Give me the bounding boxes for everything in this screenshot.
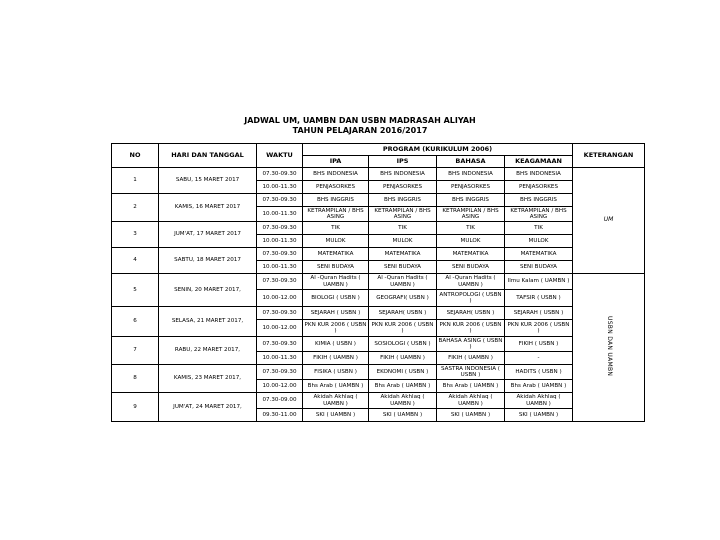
- ips-subject-cell: EKONOMI ( USBN ): [369, 365, 437, 380]
- ips-subject-cell: PENJASORKES: [369, 181, 437, 194]
- bahasa-subject-cell: MATEMATIKA: [437, 248, 505, 261]
- row-number: 5: [112, 274, 159, 307]
- ips-subject-cell: TIK: [369, 222, 437, 235]
- bahasa-subject-cell: Akidah Akhlaq ( UAMBN ): [437, 393, 505, 409]
- ips-subject-cell: BHS INGGRIS: [369, 194, 437, 207]
- time-cell: 07.30-09.30: [257, 222, 303, 235]
- bahasa-subject-cell: SASTRA INDONESIA ( USBN ): [437, 365, 505, 380]
- document-subtitle: TAHUN PELAJARAN 2016/2017: [292, 126, 428, 135]
- ipa-subject-cell: Bhs Arab ( UAMBN ): [303, 380, 369, 393]
- header-bahasa: BAHASA: [437, 156, 505, 168]
- row-number: 2: [112, 194, 159, 222]
- time-cell: 10.00-12.00: [257, 380, 303, 393]
- ipa-subject-cell: MULOK: [303, 235, 369, 248]
- header-keagamaan: KEAGAMAAN: [505, 156, 573, 168]
- time-cell: 10.00-12.00: [257, 290, 303, 307]
- ips-subject-cell: GEOGRAFI( USBN ): [369, 290, 437, 307]
- table-row: [112, 337, 645, 352]
- header-time: WAKTU: [257, 144, 303, 168]
- bahasa-subject-cell: Al -Quran Hadits ( UAMBN ): [437, 274, 505, 290]
- time-cell: 10.00-11.30: [257, 181, 303, 194]
- row-number: 4: [112, 248, 159, 274]
- ips-subject-cell: BHS INDONESIA: [369, 168, 437, 181]
- ipa-subject-cell: FIKIH ( UAMBN ): [303, 352, 369, 365]
- time-cell: 10.00-11.30: [257, 352, 303, 365]
- time-cell: 10.00-11.30: [257, 261, 303, 274]
- keagamaan-subject-cell: PENJASORKES: [505, 181, 573, 194]
- table-row: [112, 365, 645, 380]
- row-number: 1: [112, 168, 159, 194]
- day-date-cell: JUM'AT, 24 MARET 2017,: [159, 393, 257, 422]
- ips-subject-cell: FIKIH ( UAMBN ): [369, 352, 437, 365]
- ipa-subject-cell: SENI BUDAYA: [303, 261, 369, 274]
- time-cell: 10.00-12.00: [257, 320, 303, 337]
- ips-subject-cell: SOSIOLOGI ( USBN ): [369, 337, 437, 352]
- ipa-subject-cell: BHS INDONESIA: [303, 168, 369, 181]
- ipa-subject-cell: Al -Quran Hadits ( UAMBN ): [303, 274, 369, 290]
- ips-subject-cell: KETRAMPILAN / BHS ASING: [369, 207, 437, 222]
- day-date-cell: KAMIS, 16 MARET 2017: [159, 194, 257, 222]
- row-number: 8: [112, 365, 159, 393]
- note-um-cell: [573, 168, 645, 274]
- ipa-subject-cell: SEJARAH ( USBN ): [303, 307, 369, 320]
- ips-subject-cell: SENI BUDAYA: [369, 261, 437, 274]
- keagamaan-subject-cell: TAFSIR ( USBN ): [505, 290, 573, 307]
- header-note: KETERANGAN: [573, 144, 645, 168]
- keagamaan-subject-cell: FIKIH ( USBN ): [505, 337, 573, 352]
- bahasa-subject-cell: BHS INDONESIA: [437, 168, 505, 181]
- bahasa-subject-cell: PKN KUR 2006 ( USBN ): [437, 320, 505, 337]
- ipa-subject-cell: TIK: [303, 222, 369, 235]
- note-um-label: UM: [603, 216, 614, 224]
- table-row: [112, 168, 645, 181]
- time-cell: 07.30-09.30: [257, 365, 303, 380]
- keagamaan-subject-cell: SENI BUDAYA: [505, 261, 573, 274]
- day-date-cell: KAMIS, 23 MARET 2017,: [159, 365, 257, 393]
- ips-subject-cell: Bhs Arab ( UAMBN ): [369, 380, 437, 393]
- day-date-cell: SABU, 15 MARET 2017: [159, 168, 257, 194]
- keagamaan-subject-cell: MATEMATIKA: [505, 248, 573, 261]
- table-row: [112, 274, 645, 290]
- bahasa-subject-cell: Bhs Arab ( UAMBN ): [437, 380, 505, 393]
- ipa-subject-cell: MATEMATIKA: [303, 248, 369, 261]
- day-date-cell: SELASA, 21 MARET 2017,: [159, 307, 257, 337]
- ips-subject-cell: SEJARAH( USBN ): [369, 307, 437, 320]
- ips-subject-cell: PKN KUR 2006 ( USBN ): [369, 320, 437, 337]
- day-date-cell: SENIN, 20 MARET 2017,: [159, 274, 257, 307]
- bahasa-subject-cell: ANTROPOLOGI ( USBN ): [437, 290, 505, 307]
- note-usbn-cell: [573, 274, 645, 422]
- keagamaan-subject-cell: MULOK: [505, 235, 573, 248]
- row-number: 9: [112, 393, 159, 422]
- keagamaan-subject-cell: BHS INDONESIA: [505, 168, 573, 181]
- ipa-subject-cell: KETRAMPILAN / BHS ASING: [303, 207, 369, 222]
- header-no: NO: [112, 144, 159, 168]
- time-cell: 10.00-11.30: [257, 207, 303, 222]
- ipa-subject-cell: SKI ( UAMBN ): [303, 409, 369, 422]
- ips-subject-cell: Al -Quran Hadits ( UAMBN ): [369, 274, 437, 290]
- ipa-subject-cell: PENJASORKES: [303, 181, 369, 194]
- bahasa-subject-cell: BAHASA ASING ( USBN ): [437, 337, 505, 352]
- day-date-cell: JUM'AT, 17 MARET 2017: [159, 222, 257, 248]
- table-row: [112, 248, 645, 261]
- keagamaan-subject-cell: TIK: [505, 222, 573, 235]
- day-date-cell: RABU, 22 MARET 2017,: [159, 337, 257, 365]
- bahasa-subject-cell: SKI ( UAMBN ): [437, 409, 505, 422]
- ipa-subject-cell: BHS INGGRIS: [303, 194, 369, 207]
- time-cell: 07.30-09.30: [257, 274, 303, 290]
- ips-subject-cell: Akidah Akhlaq ( UAMBN ): [369, 393, 437, 409]
- schedule-body: [112, 168, 645, 422]
- time-cell: 09.30-11.00: [257, 409, 303, 422]
- keagamaan-subject-cell: BHS INGGRIS: [505, 194, 573, 207]
- day-date-cell: SABTU, 18 MARET 2017: [159, 248, 257, 274]
- ipa-subject-cell: FISIKA ( USBN ): [303, 365, 369, 380]
- time-cell: 10.00-11.30: [257, 235, 303, 248]
- bahasa-subject-cell: KETRAMPILAN / BHS ASING: [437, 207, 505, 222]
- time-cell: 07.30-09.30: [257, 248, 303, 261]
- ipa-subject-cell: PKN KUR 2006 ( USBN ): [303, 320, 369, 337]
- keagamaan-subject-cell: SKI ( UAMBN ): [505, 409, 573, 422]
- bahasa-subject-cell: TIK: [437, 222, 505, 235]
- time-cell: 07.30-09.00: [257, 393, 303, 409]
- time-cell: 07.30-09.30: [257, 194, 303, 207]
- note-usbn-label: USBN DAN UAMBN: [605, 316, 613, 377]
- keagamaan-subject-cell: Bhs Arab ( UAMBN ): [505, 380, 573, 393]
- ipa-subject-cell: BIOLOGI ( USBN ): [303, 290, 369, 307]
- header-ips: IPS: [369, 156, 437, 168]
- time-cell: 07.30-09.30: [257, 168, 303, 181]
- keagamaan-subject-cell: HADITS ( USBN ): [505, 365, 573, 380]
- header-ipa: IPA: [303, 156, 369, 168]
- ips-subject-cell: SKI ( UAMBN ): [369, 409, 437, 422]
- bahasa-subject-cell: PENJASORKES: [437, 181, 505, 194]
- table-row: [112, 393, 645, 409]
- ipa-subject-cell: Akidah Akhlaq ( UAMBN ): [303, 393, 369, 409]
- bahasa-subject-cell: SEJARAH( USBN ): [437, 307, 505, 320]
- keagamaan-subject-cell: PKN KUR 2006 ( USBN ): [505, 320, 573, 337]
- row-number: 6: [112, 307, 159, 337]
- keagamaan-subject-cell: SEJARAH ( USBN ): [505, 307, 573, 320]
- ips-subject-cell: MULOK: [369, 235, 437, 248]
- row-number: 3: [112, 222, 159, 248]
- bahasa-subject-cell: BHS INGGRIS: [437, 194, 505, 207]
- bahasa-subject-cell: FIKIH ( UAMBN ): [437, 352, 505, 365]
- time-cell: 07.30-09.30: [257, 337, 303, 352]
- row-number: 7: [112, 337, 159, 365]
- ipa-subject-cell: KIMIA ( USBN ): [303, 337, 369, 352]
- ips-subject-cell: MATEMATIKA: [369, 248, 437, 261]
- keagamaan-subject-cell: -: [505, 352, 573, 365]
- bahasa-subject-cell: MULOK: [437, 235, 505, 248]
- header-program: PROGRAM (KURIKULUM 2006): [303, 144, 573, 156]
- schedule-table: [111, 143, 645, 422]
- table-row: [112, 194, 645, 207]
- table-row: [112, 307, 645, 320]
- header-day: HARI DAN TANGGAL: [159, 144, 257, 168]
- keagamaan-subject-cell: Ilmu Kalam ( UAMBN ): [505, 274, 573, 290]
- keagamaan-subject-cell: Akidah Akhlaq ( UAMBN ): [505, 393, 573, 409]
- bahasa-subject-cell: SENI BUDAYA: [437, 261, 505, 274]
- time-cell: 07.30-09.30: [257, 307, 303, 320]
- table-row: [112, 222, 645, 235]
- document-title: JADWAL UM, UAMBN DAN USBN MADRASAH ALIYAH: [244, 116, 476, 125]
- keagamaan-subject-cell: KETRAMPILAN / BHS ASING: [505, 207, 573, 222]
